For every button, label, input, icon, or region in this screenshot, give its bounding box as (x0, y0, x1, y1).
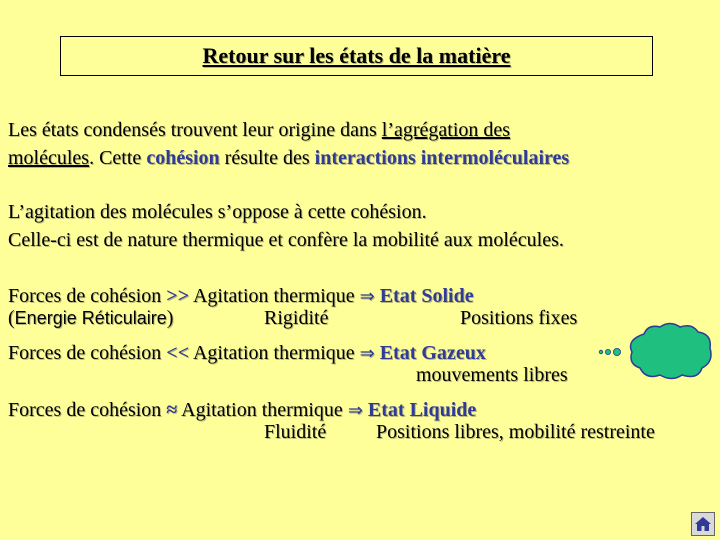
solid-paren-open: ( (8, 307, 15, 329)
solid-mid: Agitation thermique (189, 285, 360, 307)
solid-state: Etat Solide (379, 285, 474, 307)
solid-operator: >> (166, 285, 190, 307)
gas-operator: << (166, 342, 190, 364)
thought-bubbles-icon (598, 345, 628, 359)
para2-line1: L’agitation des molécules s’oppose à cette cohésion. (8, 201, 427, 223)
liquid-sub-right: Positions libres, mobilité restreinte (376, 421, 655, 443)
liquid-mid: Agitation thermique (177, 399, 348, 421)
para1-line2 (8, 146, 569, 170)
page-title: Retour sur les états de la matière (202, 43, 511, 68)
para1-bold1: cohésion (146, 147, 220, 169)
home-icon (694, 516, 712, 532)
implies-arrow-icon: ⇒ (359, 343, 375, 364)
thought-cloud-icon (626, 322, 714, 380)
para1-text1: Les états condensés trouvent leur origine dans (8, 119, 382, 141)
liquid-left: Forces de cohésion (8, 399, 167, 421)
gas-state: Etat Gazeux (379, 342, 486, 364)
para1-text2: . Cette (89, 147, 147, 169)
para1-line1 (8, 118, 510, 142)
solid-paren-close: ) (166, 307, 174, 329)
gas-sub-right: mouvements libres (416, 364, 568, 386)
solid-left: Forces de cohésion (8, 285, 167, 307)
solid-sub-right: Positions fixes (460, 307, 578, 329)
home-button[interactable] (691, 512, 715, 536)
gas-left: Forces de cohésion (8, 342, 167, 364)
para1-bold2: interactions intermoléculaires (314, 147, 570, 169)
implies-arrow-icon: ⇒ (359, 286, 375, 307)
gas-mid: Agitation thermique (189, 342, 360, 364)
liquid-state: Etat Liquide (367, 399, 477, 421)
row-gas (8, 341, 486, 366)
para2-line2: Celle-ci est de nature thermique et confère la mobilité aux molécules. (8, 229, 564, 251)
liquid-operator: ≈ (166, 399, 178, 421)
liquid-sub-mid: Fluidité (264, 421, 327, 443)
para1-underline2: molécules (8, 147, 90, 169)
para1-text3: résulte des (219, 147, 315, 169)
solid-energy: Energie Réticulaire (14, 308, 167, 328)
implies-arrow-icon: ⇒ (347, 400, 363, 421)
solid-sub-left (8, 306, 173, 330)
title-box (60, 36, 653, 76)
solid-sub-mid: Rigidité (264, 307, 329, 329)
para1-underline1: l’agrégation des (381, 119, 511, 141)
